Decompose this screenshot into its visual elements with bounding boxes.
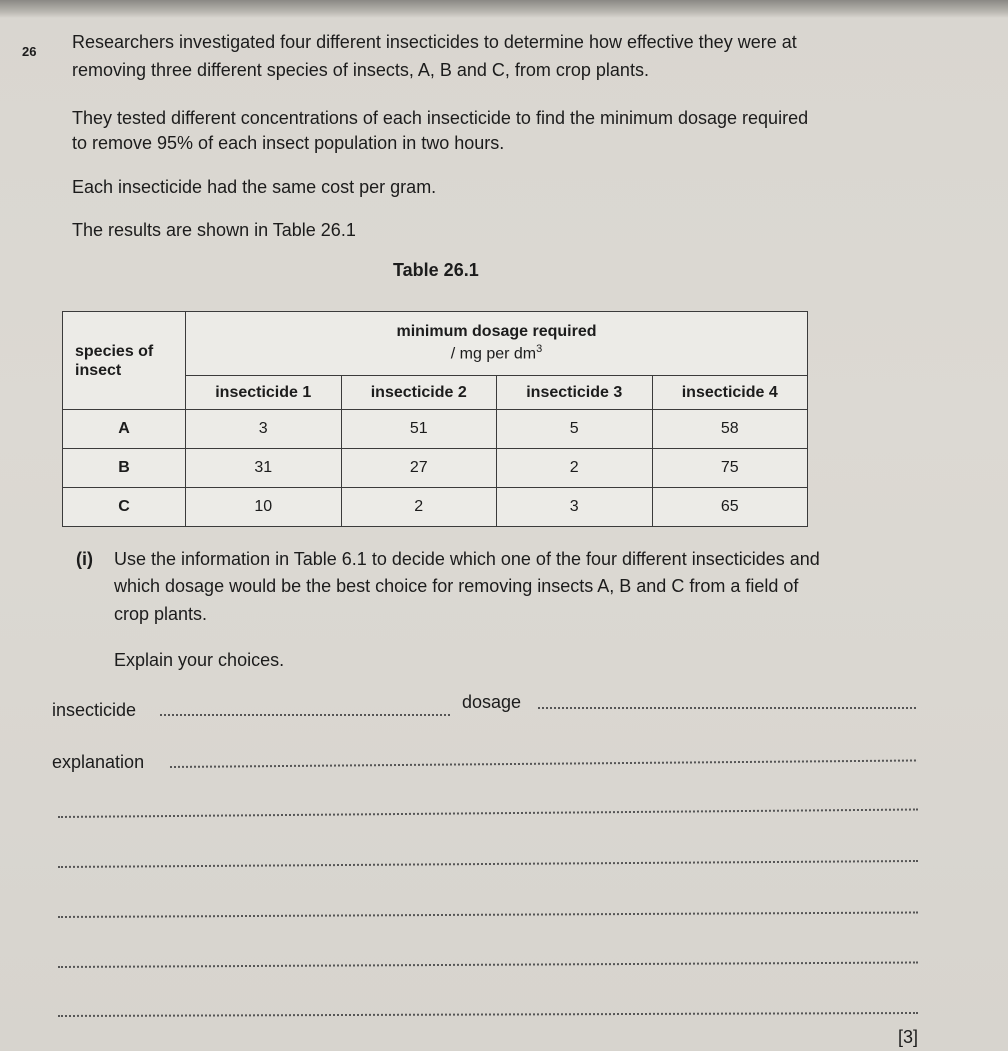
table-cell: 51 [341, 410, 497, 449]
table-cell: 31 [186, 449, 342, 488]
explanation-label: explanation [52, 752, 145, 772]
table-cell: 65 [652, 488, 808, 527]
explanation-answer-line[interactable] [170, 759, 916, 768]
column-header-insecticide-3: insecticide 3 [497, 376, 653, 410]
page-top-edge [0, 0, 1008, 18]
column-header-insecticide-1: insecticide 1 [186, 376, 342, 410]
explanation-answer-line[interactable] [58, 808, 918, 818]
table-cell: 10 [186, 488, 342, 527]
insecticide-label: insecticide [52, 700, 137, 720]
part-line-2: which dosage would be the best choice for removing insects A, B and C from a field of [114, 576, 799, 596]
column-header-insecticide-4: insecticide 4 [652, 376, 808, 410]
insecticide-answer-line[interactable] [160, 714, 450, 716]
dosage-label: dosage [462, 692, 522, 712]
explain-instruction: Explain your choices. [114, 650, 285, 670]
row-label: B [63, 449, 186, 488]
dosage-answer-line[interactable] [538, 707, 916, 709]
intro-line-4: to remove 95% of each insect population in two hours. [72, 133, 505, 153]
table-cell: 58 [652, 410, 808, 449]
dosage-table [62, 311, 808, 527]
row-label: C [63, 488, 186, 527]
explanation-answer-line[interactable] [58, 911, 918, 918]
row-label: A [63, 410, 186, 449]
explanation-answer-line[interactable] [58, 860, 918, 868]
table-row [63, 410, 808, 449]
table-cell: 5 [497, 410, 653, 449]
dosage-header: minimum dosage required / mg per $dm^3$ [186, 312, 808, 376]
intro-line-2: removing three different species of insects, A, B and C, from crop plants. [72, 60, 649, 80]
intro-line-5: Each insecticide had the same cost per gram. [72, 177, 437, 197]
intro-line-3: They tested different concentrations of each insecticide to find the minimum dosage required [72, 108, 809, 128]
marks-indicator: [3] [898, 1027, 919, 1047]
column-header-insecticide-2: insecticide 2 [341, 376, 497, 410]
table-cell: 3 [186, 410, 342, 449]
part-line-3: crop plants. [114, 604, 208, 624]
table-cell: 27 [341, 449, 497, 488]
species-header: species of insect [63, 312, 186, 410]
intro-line-6: The results are shown in Table 26.1 [72, 220, 356, 240]
table-caption: Table 26.1 [393, 260, 479, 280]
intro-line-1: Researchers investigated four different insecticides to determine how effective they were at [72, 32, 797, 52]
table-cell: 2 [497, 449, 653, 488]
table-row [63, 488, 808, 527]
question-number: 26 [22, 44, 37, 59]
table-cell: 75 [652, 449, 808, 488]
table-row [63, 449, 808, 488]
table-cell: 2 [341, 488, 497, 527]
explanation-answer-line[interactable] [58, 1012, 918, 1017]
part-line-1: Use the information in Table 6.1 to decide which one of the four different insecticides and [114, 549, 820, 569]
part-label: (i) [76, 549, 93, 569]
table-cell: 3 [497, 488, 653, 527]
explanation-answer-line[interactable] [58, 961, 918, 968]
